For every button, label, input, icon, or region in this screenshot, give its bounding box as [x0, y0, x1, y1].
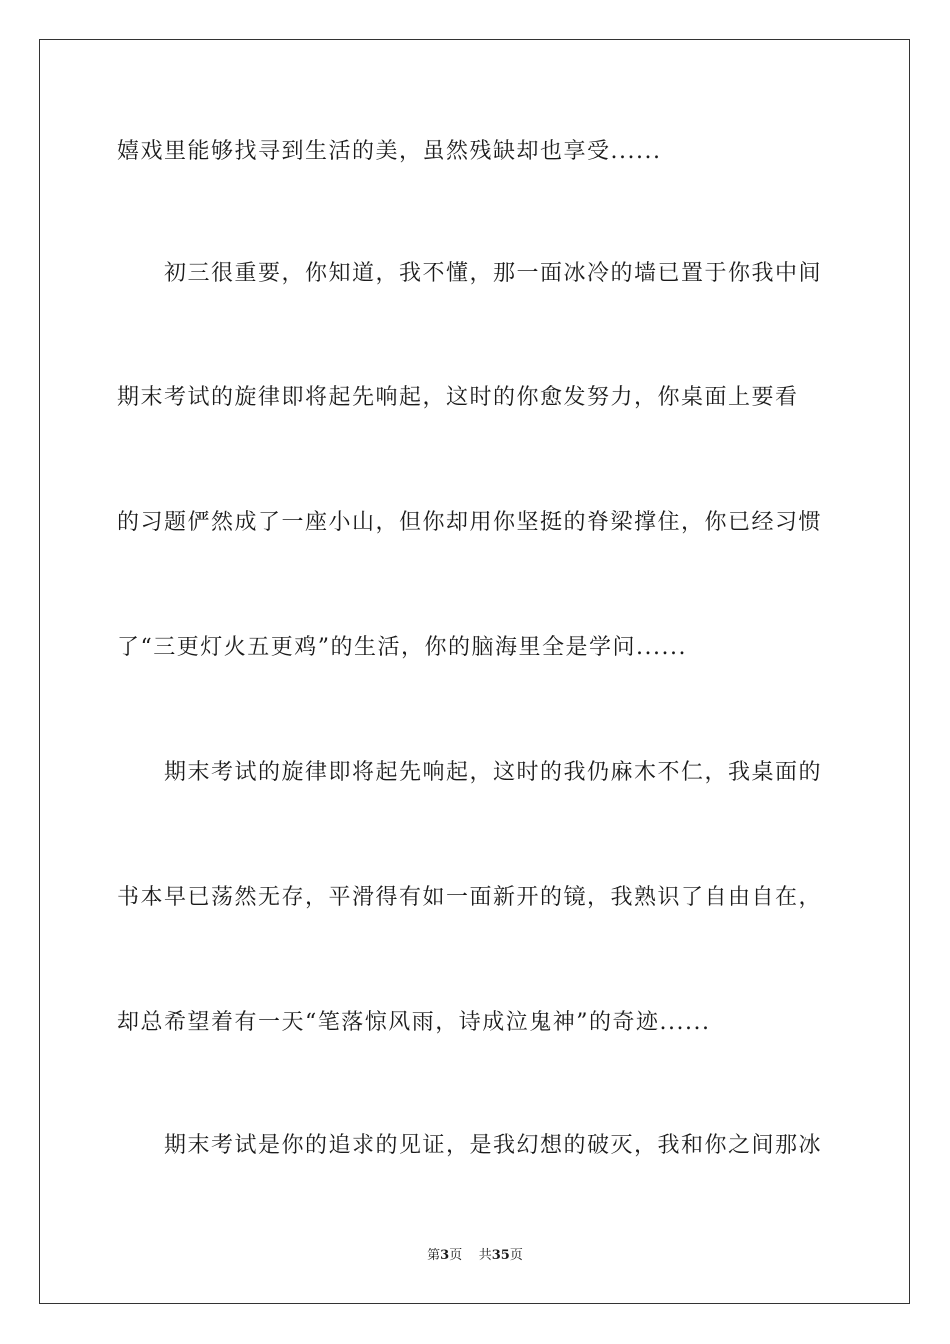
page-footer [0, 1247, 950, 1265]
total-suffix: 页 [509, 1248, 523, 1263]
body-text-line: 却总希望着有一天“笔落惊风雨，诗成泣鬼神”的奇迹...... [117, 1010, 711, 1035]
body-text-line: 期末考试是你的追求的见证，是我幻想的破灭，我和你之间那冰 [117, 1133, 823, 1158]
body-text-line: 初三很重要，你知道，我不懂，那一面冰冷的墙已置于你我中间 [117, 261, 823, 286]
total-prefix: 共 [478, 1248, 492, 1263]
page-prefix: 第 [427, 1248, 441, 1263]
page-border [39, 39, 910, 1304]
body-text-line: 嬉戏里能够找寻到生活的美，虽然残缺却也享受...... [117, 139, 662, 164]
body-text-line: 期末考试的旋律即将起先响起，这时的你愈发努力，你桌面上要看 [117, 385, 799, 410]
page-number: 3 [440, 1248, 450, 1263]
total-pages: 35 [491, 1248, 510, 1263]
body-text-line: 期末考试的旋律即将起先响起，这时的我仍麻木不仁，我桌面的 [117, 760, 823, 785]
body-text-line: 的习题俨然成了一座小山，但你却用你坚挺的脊梁撑住，你已经习惯 [117, 510, 823, 535]
page-suffix: 页 [449, 1248, 463, 1263]
body-text-line: 了“三更灯火五更鸡”的生活，你的脑海里全是学问...... [117, 635, 687, 660]
body-text-line: 书本早已荡然无存，平滑得有如一面新开的镜，我熟识了自由自在， [117, 885, 823, 910]
